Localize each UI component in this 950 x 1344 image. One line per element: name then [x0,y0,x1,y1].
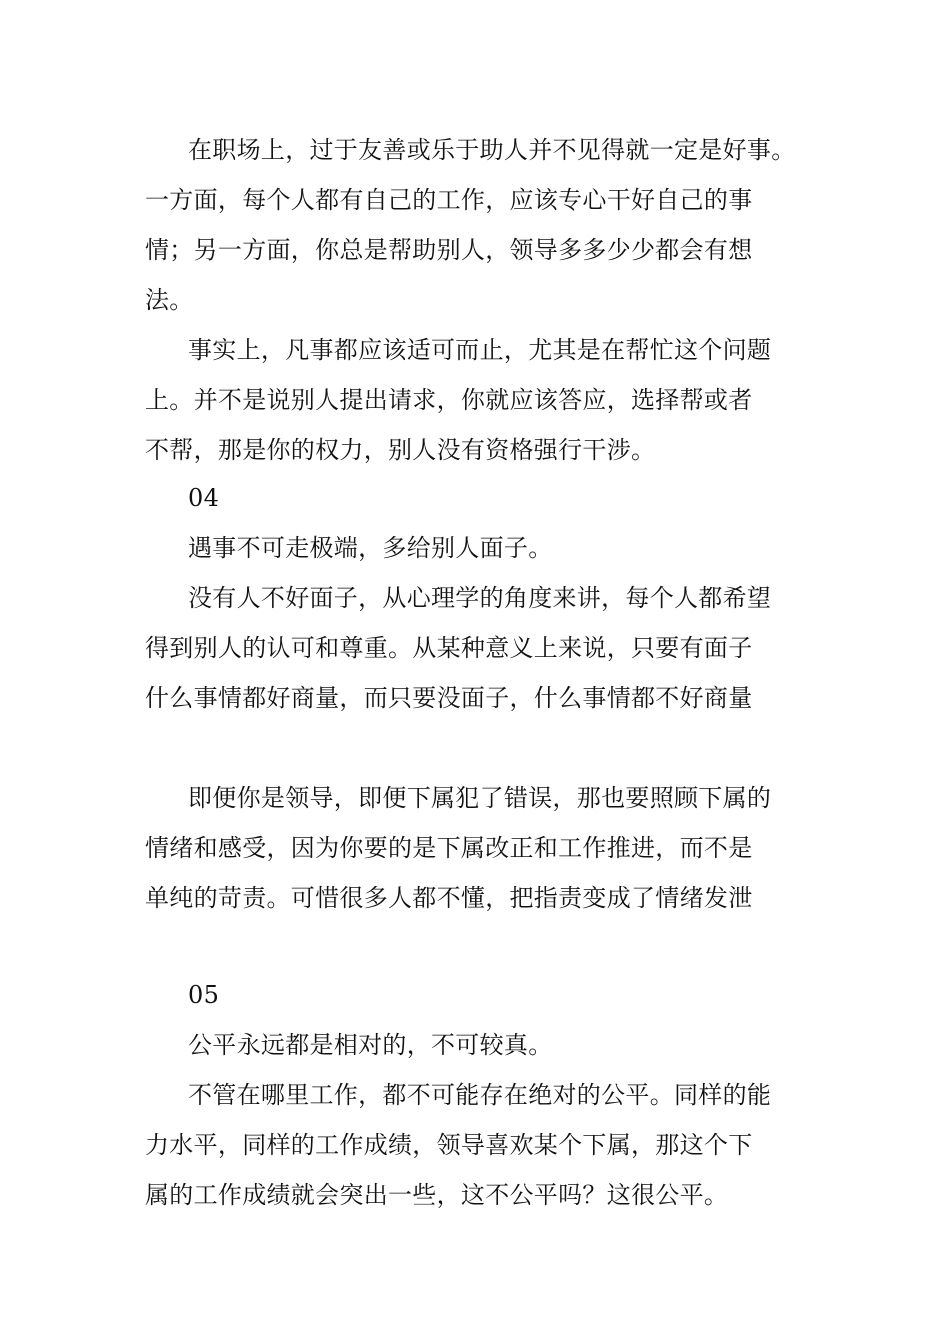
paragraph-5-line-3: 属的工作成绩就会突出一些，这不公平吗？这很公平。 [145,1181,729,1209]
paragraph-4-line-3: 单纯的苛责。可惜很多人都不懂，把指责变成了情绪发泄 [145,884,753,912]
paragraph-1-line-4: 法。 [145,286,194,314]
paragraph-2-line-3: 不帮，那是你的权力，别人没有资格强行干涉。 [145,436,656,464]
paragraph-1-line-2: 一方面，每个人都有自己的工作，应该专心干好自己的事 [145,186,753,214]
paragraph-2-line-2: 上。并不是说别人提出请求，你就应该答应，选择帮或者 [145,386,753,414]
paragraph-3-line-1: 没有人不好面子，从心理学的角度来讲，每个人都希望 [188,584,772,612]
paragraph-4-line-1: 即便你是领导，即便下属犯了错误，那也要照顾下属的 [188,784,772,812]
paragraph-3-line-3: 什么事情都好商量，而只要没面子，什么事情都不好商量 [145,684,753,712]
paragraph-3-line-2: 得到别人的认可和尊重。从某种意义上来说，只要有面子 [145,634,753,662]
paragraph-5-line-2: 力水平，同样的工作成绩，领导喜欢某个下属，那这个下 [145,1131,753,1159]
paragraph-1-line-1: 在职场上，过于友善或乐于助人并不见得就一定是好事。 [188,136,796,164]
section-04-heading: 遇事不可走极端，多给别人面子。 [188,534,553,562]
paragraph-4-line-2: 情绪和感受，因为你要的是下属改正和工作推进，而不是 [145,834,753,862]
paragraph-5-line-1: 不管在哪里工作，都不可能存在绝对的公平。同样的能 [188,1081,772,1109]
paragraph-1-line-3: 情；另一方面，你总是帮助别人，领导多多少少都会有想 [145,236,753,264]
section-number-04: 04 [188,484,220,512]
paragraph-2-line-1: 事实上，凡事都应该适可而止，尤其是在帮忙这个问题 [188,336,772,364]
section-05-heading: 公平永远都是相对的，不可较真。 [188,1031,553,1059]
section-number-05: 05 [188,981,220,1009]
